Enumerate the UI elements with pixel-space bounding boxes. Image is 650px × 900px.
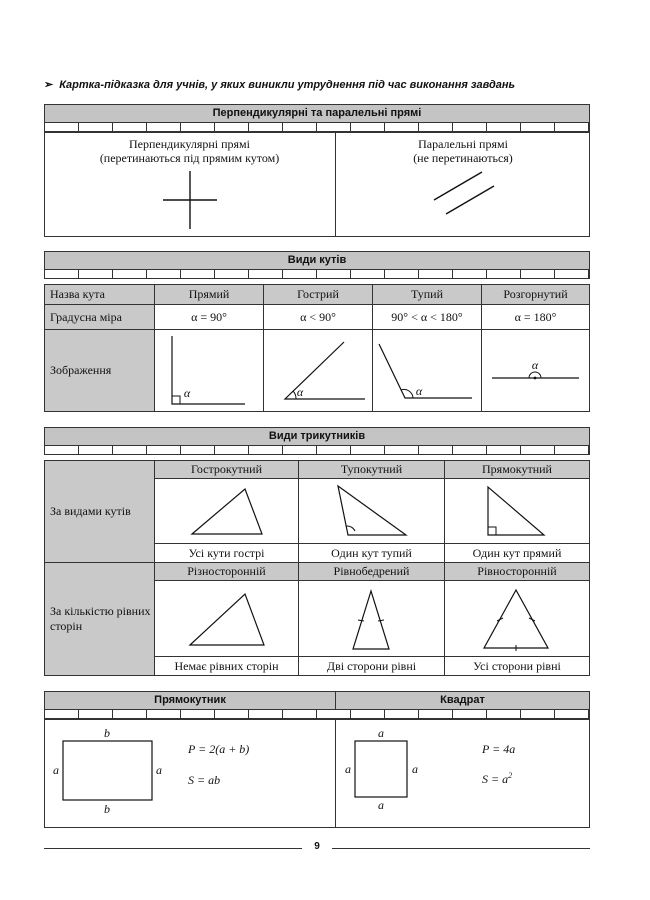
square-side-bottom: a xyxy=(378,798,384,812)
caption-right: Один кут прямий xyxy=(444,543,590,563)
rectangle-header: Прямокутник xyxy=(44,691,336,710)
rect-area-formula: S = ab xyxy=(188,773,221,787)
image-label: Зображення xyxy=(44,329,155,412)
parallel-subtitle: (не перетинаються) xyxy=(413,151,513,165)
square-side-left: a xyxy=(345,762,351,776)
section-angle-types-header: Види кутів xyxy=(44,251,590,270)
parallel-title: Паралельні прямі xyxy=(418,137,508,151)
alpha-label: α xyxy=(183,386,191,400)
triangle-header-isosceles: Рівнобедрений xyxy=(298,562,445,581)
perpendicular-title: Перпендикулярні прямі xyxy=(129,137,250,151)
square-perimeter-formula: P = 4a xyxy=(482,742,516,756)
caption-isosceles: Дві сторони рівні xyxy=(298,656,445,676)
by-equal-sides-label: За кількістю рівних сторін xyxy=(44,562,155,676)
by-angles-label: За видами кутів xyxy=(44,460,155,563)
angle-header-acute: Гострий xyxy=(263,284,373,305)
perpendicular-subtitle: (перетинаються під прямим кутом) xyxy=(99,151,280,165)
square-side-right: a xyxy=(412,762,418,776)
square-area-base: S = a xyxy=(482,772,509,786)
triangle-header-right: Прямокутний xyxy=(444,460,590,479)
alpha-label: α xyxy=(415,384,423,398)
square-side-top: a xyxy=(378,726,384,740)
caption-obtuse: Один кут тупий xyxy=(298,543,445,563)
angle-name-label: Назва кута xyxy=(44,284,155,305)
rect-side-a-left: a xyxy=(53,763,59,777)
section-triangle-types-header: Види трикутників xyxy=(44,427,590,446)
caption-scalene: Немає рівних сторін xyxy=(154,656,299,676)
rect-side-b-bottom: b xyxy=(104,802,110,816)
angle-header-right: Прямий xyxy=(154,284,264,305)
intro-text: Картка-підказка для учнів, у яких виникли утруднення під час виконання завдань xyxy=(59,79,516,91)
degree-measure-label: Градусна міра xyxy=(44,304,155,330)
degree-right: α = 90° xyxy=(154,304,264,330)
rect-side-b-top: b xyxy=(104,726,110,740)
triangle-header-scalene: Різносторонній xyxy=(154,562,299,581)
arrow-bullet-icon: ➢ xyxy=(44,79,54,91)
square-area-formula xyxy=(482,771,512,787)
triangle-header-equilateral: Рівносторонній xyxy=(444,562,590,581)
degree-acute: α < 90° xyxy=(263,304,373,330)
square-header: Квадрат xyxy=(335,691,590,710)
alpha-label: α xyxy=(296,385,304,399)
footer-line-left xyxy=(44,848,302,849)
angle-header-obtuse: Тупий xyxy=(372,284,482,305)
rect-perimeter-formula: P = 2(a + b) xyxy=(188,742,250,756)
caption-acute: Усі кути гострі xyxy=(154,543,299,563)
square-area-exponent: 2 xyxy=(508,771,513,780)
caption-equilateral: Усі сторони рівні xyxy=(444,656,590,676)
degree-straight: α = 180° xyxy=(481,304,590,330)
degree-obtuse: 90° < α < 180° xyxy=(372,304,482,330)
footer-line-right xyxy=(332,848,590,849)
triangle-header-acute: Гострокутний xyxy=(154,460,299,479)
rect-side-a-right: a xyxy=(156,763,162,777)
angle-header-straight: Розгорнутий xyxy=(481,284,590,305)
alpha-label: α xyxy=(531,358,539,372)
page-number: 9 xyxy=(314,841,320,852)
section-perpendicular-parallel-header: Перпендикулярні та паралельні прямі xyxy=(44,104,590,123)
triangle-header-obtuse: Тупокутний xyxy=(298,460,445,479)
